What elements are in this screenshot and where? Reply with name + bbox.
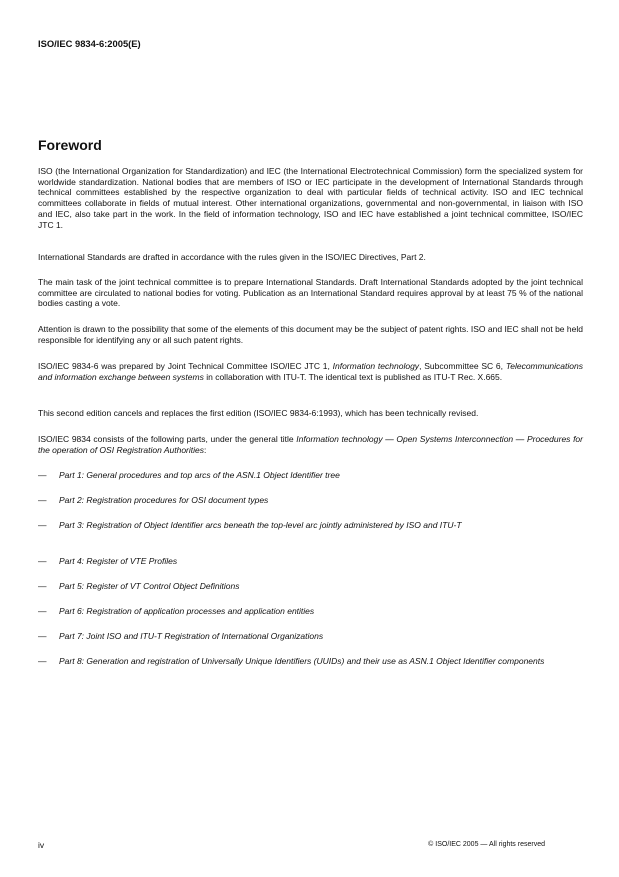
part-title: Part 6: Registration of application processes and application entities xyxy=(59,606,315,616)
text: : xyxy=(204,444,207,455)
text: ISO/IEC 9834-6 was prepared by Joint Technical Committee ISO/IEC JTC 1, xyxy=(38,361,333,371)
list-item xyxy=(38,520,583,531)
paragraph-edition: This second edition cancels and replaces the first edition (ISO/IEC 9834-6:1993), which has been technically revised. xyxy=(38,408,479,418)
list-item xyxy=(38,606,583,617)
page-number: iv xyxy=(38,840,45,850)
paragraph-prepared-by xyxy=(38,361,583,382)
list-item xyxy=(38,495,583,506)
dash: — xyxy=(38,656,47,666)
list-item xyxy=(38,581,583,592)
list-item xyxy=(38,556,583,567)
part-title: Part 2: Registration procedures for OSI document types xyxy=(59,495,269,505)
document-id-header: ISO/IEC 9834-6:2005(E) xyxy=(38,38,141,49)
paragraph-intro: ISO (the International Organization for Standardization) and IEC (the International Electrotechnical Commission) form the specialized system for worldwide standardization. National bodies that are members of ISO or IEC participate in the development of International Standards through technical committees established by the respective organization to deal with particular fields of technical activity. ISO and IEC technical committees collaborate in fields of mutual interest. Other international organizations, governmental and non-governmental, in liaison with ISO and IEC, also take part in the work. In the field of information technology, ISO and IEC have established a joint technical committee, ISO/IEC JTC 1. xyxy=(38,166,583,230)
dash: — xyxy=(38,581,47,591)
text: , Subcommittee SC 6, xyxy=(419,361,506,371)
dash: — xyxy=(38,556,47,566)
text-italic: Telecommunications and information exchange between systems xyxy=(38,361,583,382)
dash: — xyxy=(38,495,47,505)
part-title: Part 1: General procedures and top arcs of the ASN.1 Object Identifier tree xyxy=(59,470,340,480)
paragraph-directives: International Standards are drafted in accordance with the rules given in the ISO/IEC Directives, Part 2. xyxy=(38,252,426,262)
dash: — xyxy=(38,520,47,530)
dash: — xyxy=(38,470,47,480)
paragraph-main-task: The main task of the joint technical committee is to prepare International Standards. Draft International Standards adopted by the joint technical committee are circulated to national bodies for voting. Publication as an International Standard requires approval by at least 75 % of the national bodies casting a vote. xyxy=(38,277,583,309)
text-italic: Information technology — Open Systems Interconnection — Procedures for the operation of OSI Registration Authorities xyxy=(38,434,583,455)
part-title: Part 5: Register of VT Control Object Definitions xyxy=(59,581,240,591)
part-title: Part 7: Joint ISO and ITU-T Registration of International Organizations xyxy=(59,631,324,641)
dash: — xyxy=(38,631,47,641)
part-title: Part 3: Registration of Object Identifier arcs beneath the top-level arc jointly administered by ISO and ITU-T xyxy=(59,520,462,530)
dash: — xyxy=(38,606,47,616)
paragraph-patent: Attention is drawn to the possibility that some of the elements of this document may be the subject of patent rights. ISO and IEC shall not be held responsible for identifying any or all such patent rights. xyxy=(38,324,583,345)
list-item xyxy=(38,470,583,481)
list-item xyxy=(38,656,583,667)
list-item xyxy=(38,631,583,642)
text: ISO/IEC 9834 consists of the following parts, under the general title xyxy=(38,434,297,444)
part-title: Part 8: Generation and registration of Universally Unique Identifiers (UUIDs) and their use as ASN.1 Object Identifier components xyxy=(59,656,545,666)
section-title: Foreword xyxy=(38,137,102,153)
copyright-notice: © ISO/IEC 2005 — All rights reserved xyxy=(428,841,545,848)
text: in collaboration with ITU-T. The identical text is published as ITU-T Rec. X.665. xyxy=(203,371,503,382)
part-title: Part 4: Register of VTE Profiles xyxy=(59,556,178,566)
paragraph-parts-intro xyxy=(38,434,583,455)
text-italic: Information technology xyxy=(332,361,420,371)
